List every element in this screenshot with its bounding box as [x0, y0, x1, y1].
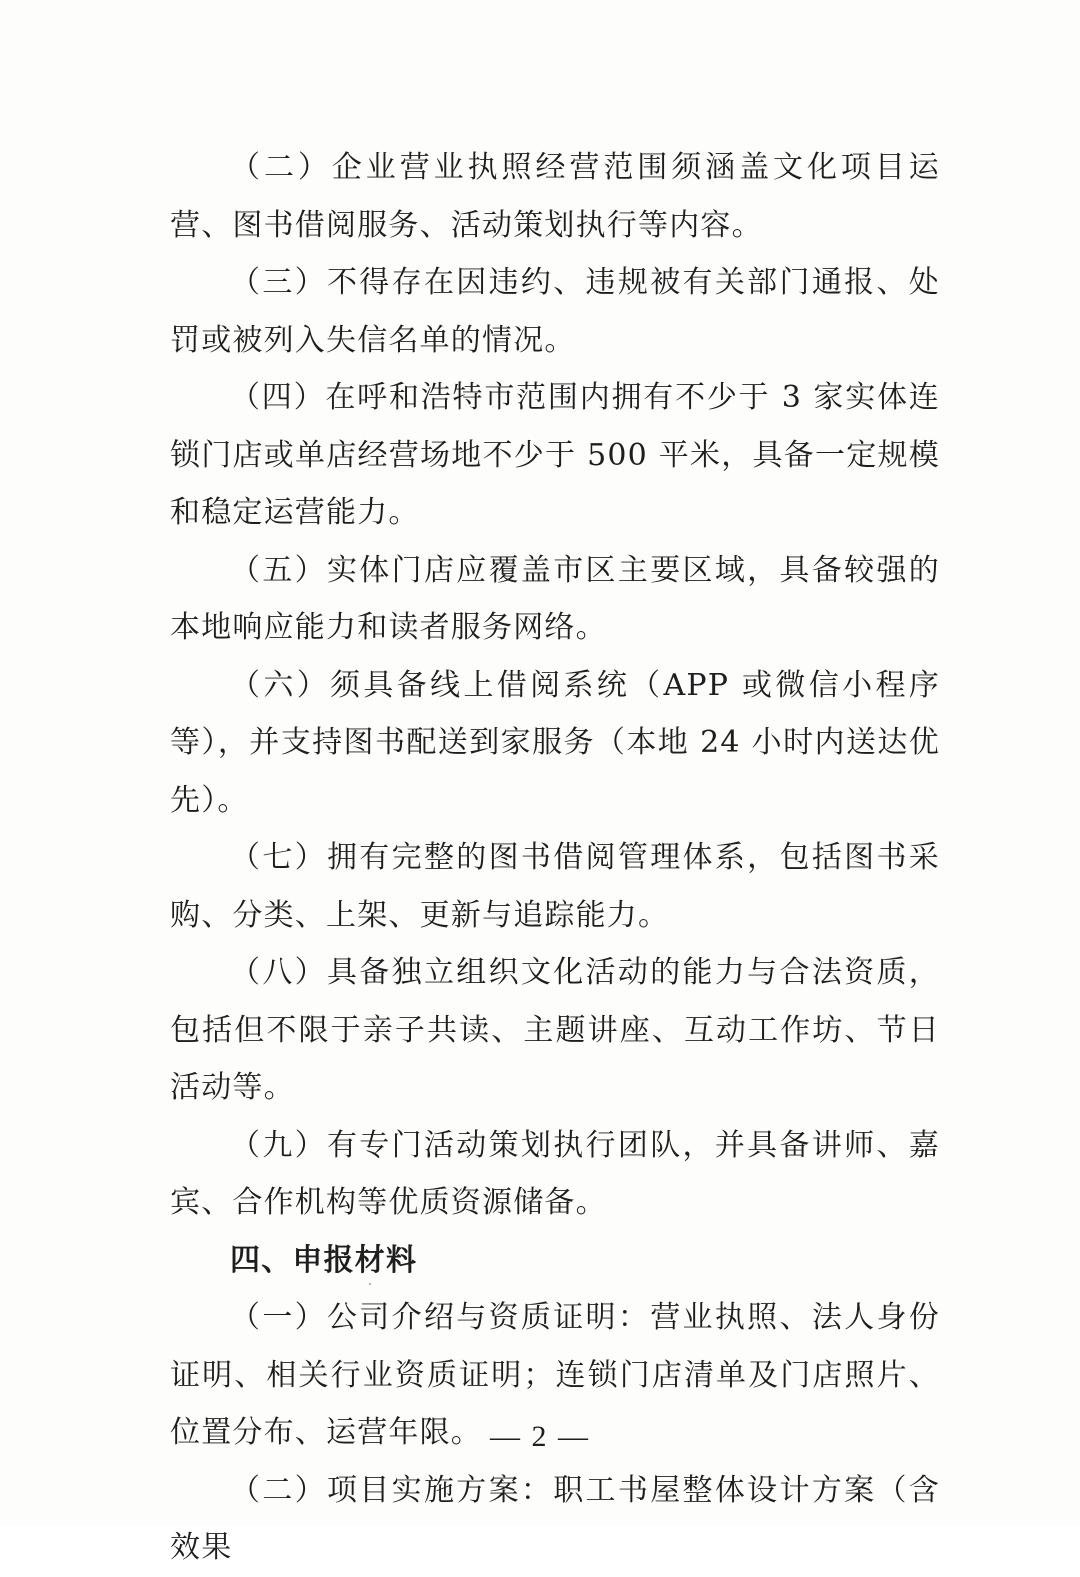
- paragraph-material-2: （二）项目实施方案：职工书屋整体设计方案（含效果: [170, 1472, 940, 1565]
- page-number: — 2 —: [490, 1420, 590, 1453]
- paragraph-requirement-2: （二）企业营业执照经营范围须涵盖文化项目运营、图书借阅服务、活动策划执行等内容。: [170, 150, 940, 243]
- paragraph-requirement-8: （八）具备独立组织文化活动的能力与合法资质，包括但不限于亲子共读、主题讲座、互动工作坊、节日活动等。: [170, 955, 940, 1105]
- scan-speck: [369, 1283, 371, 1285]
- document-body: [170, 139, 940, 1577]
- paragraph-requirement-7: （七）拥有完整的图书借阅管理体系，包括图书采购、分类、上架、更新与追踪能力。: [170, 840, 940, 933]
- paragraph-material-1: （一）公司介绍与资质证明：营业执照、法人身份证明、相关行业资质证明；连锁门店清单及门店照片、位置分布、运营年限。: [170, 1300, 940, 1450]
- paragraph-requirement-6: （六）须具备线上借阅系统（APP 或微信小程序等），并支持图书配送到家服务（本地 24 小时内送达优先）。: [170, 667, 940, 818]
- paragraph-requirement-9: （九）有专门活动策划执行团队，并具备讲师、嘉宾、合作机构等优质资源储备。: [170, 1127, 940, 1220]
- paragraph-requirement-3: （三）不得存在因违约、违规被有关部门通报、处罚或被列入失信名单的情况。: [170, 265, 940, 358]
- section-heading: 四、申报材料: [230, 1242, 418, 1278]
- paragraph-requirement-5: （五）实体门店应覆盖市区主要区域，具备较强的本地响应能力和读者服务网络。: [170, 552, 940, 645]
- paragraph-requirement-4: （四）在呼和浩特市范围内拥有不少于 3 家实体连锁门店或单店经营场地不少于 500 平米，具备一定规模和稳定运营能力。: [170, 380, 940, 530]
